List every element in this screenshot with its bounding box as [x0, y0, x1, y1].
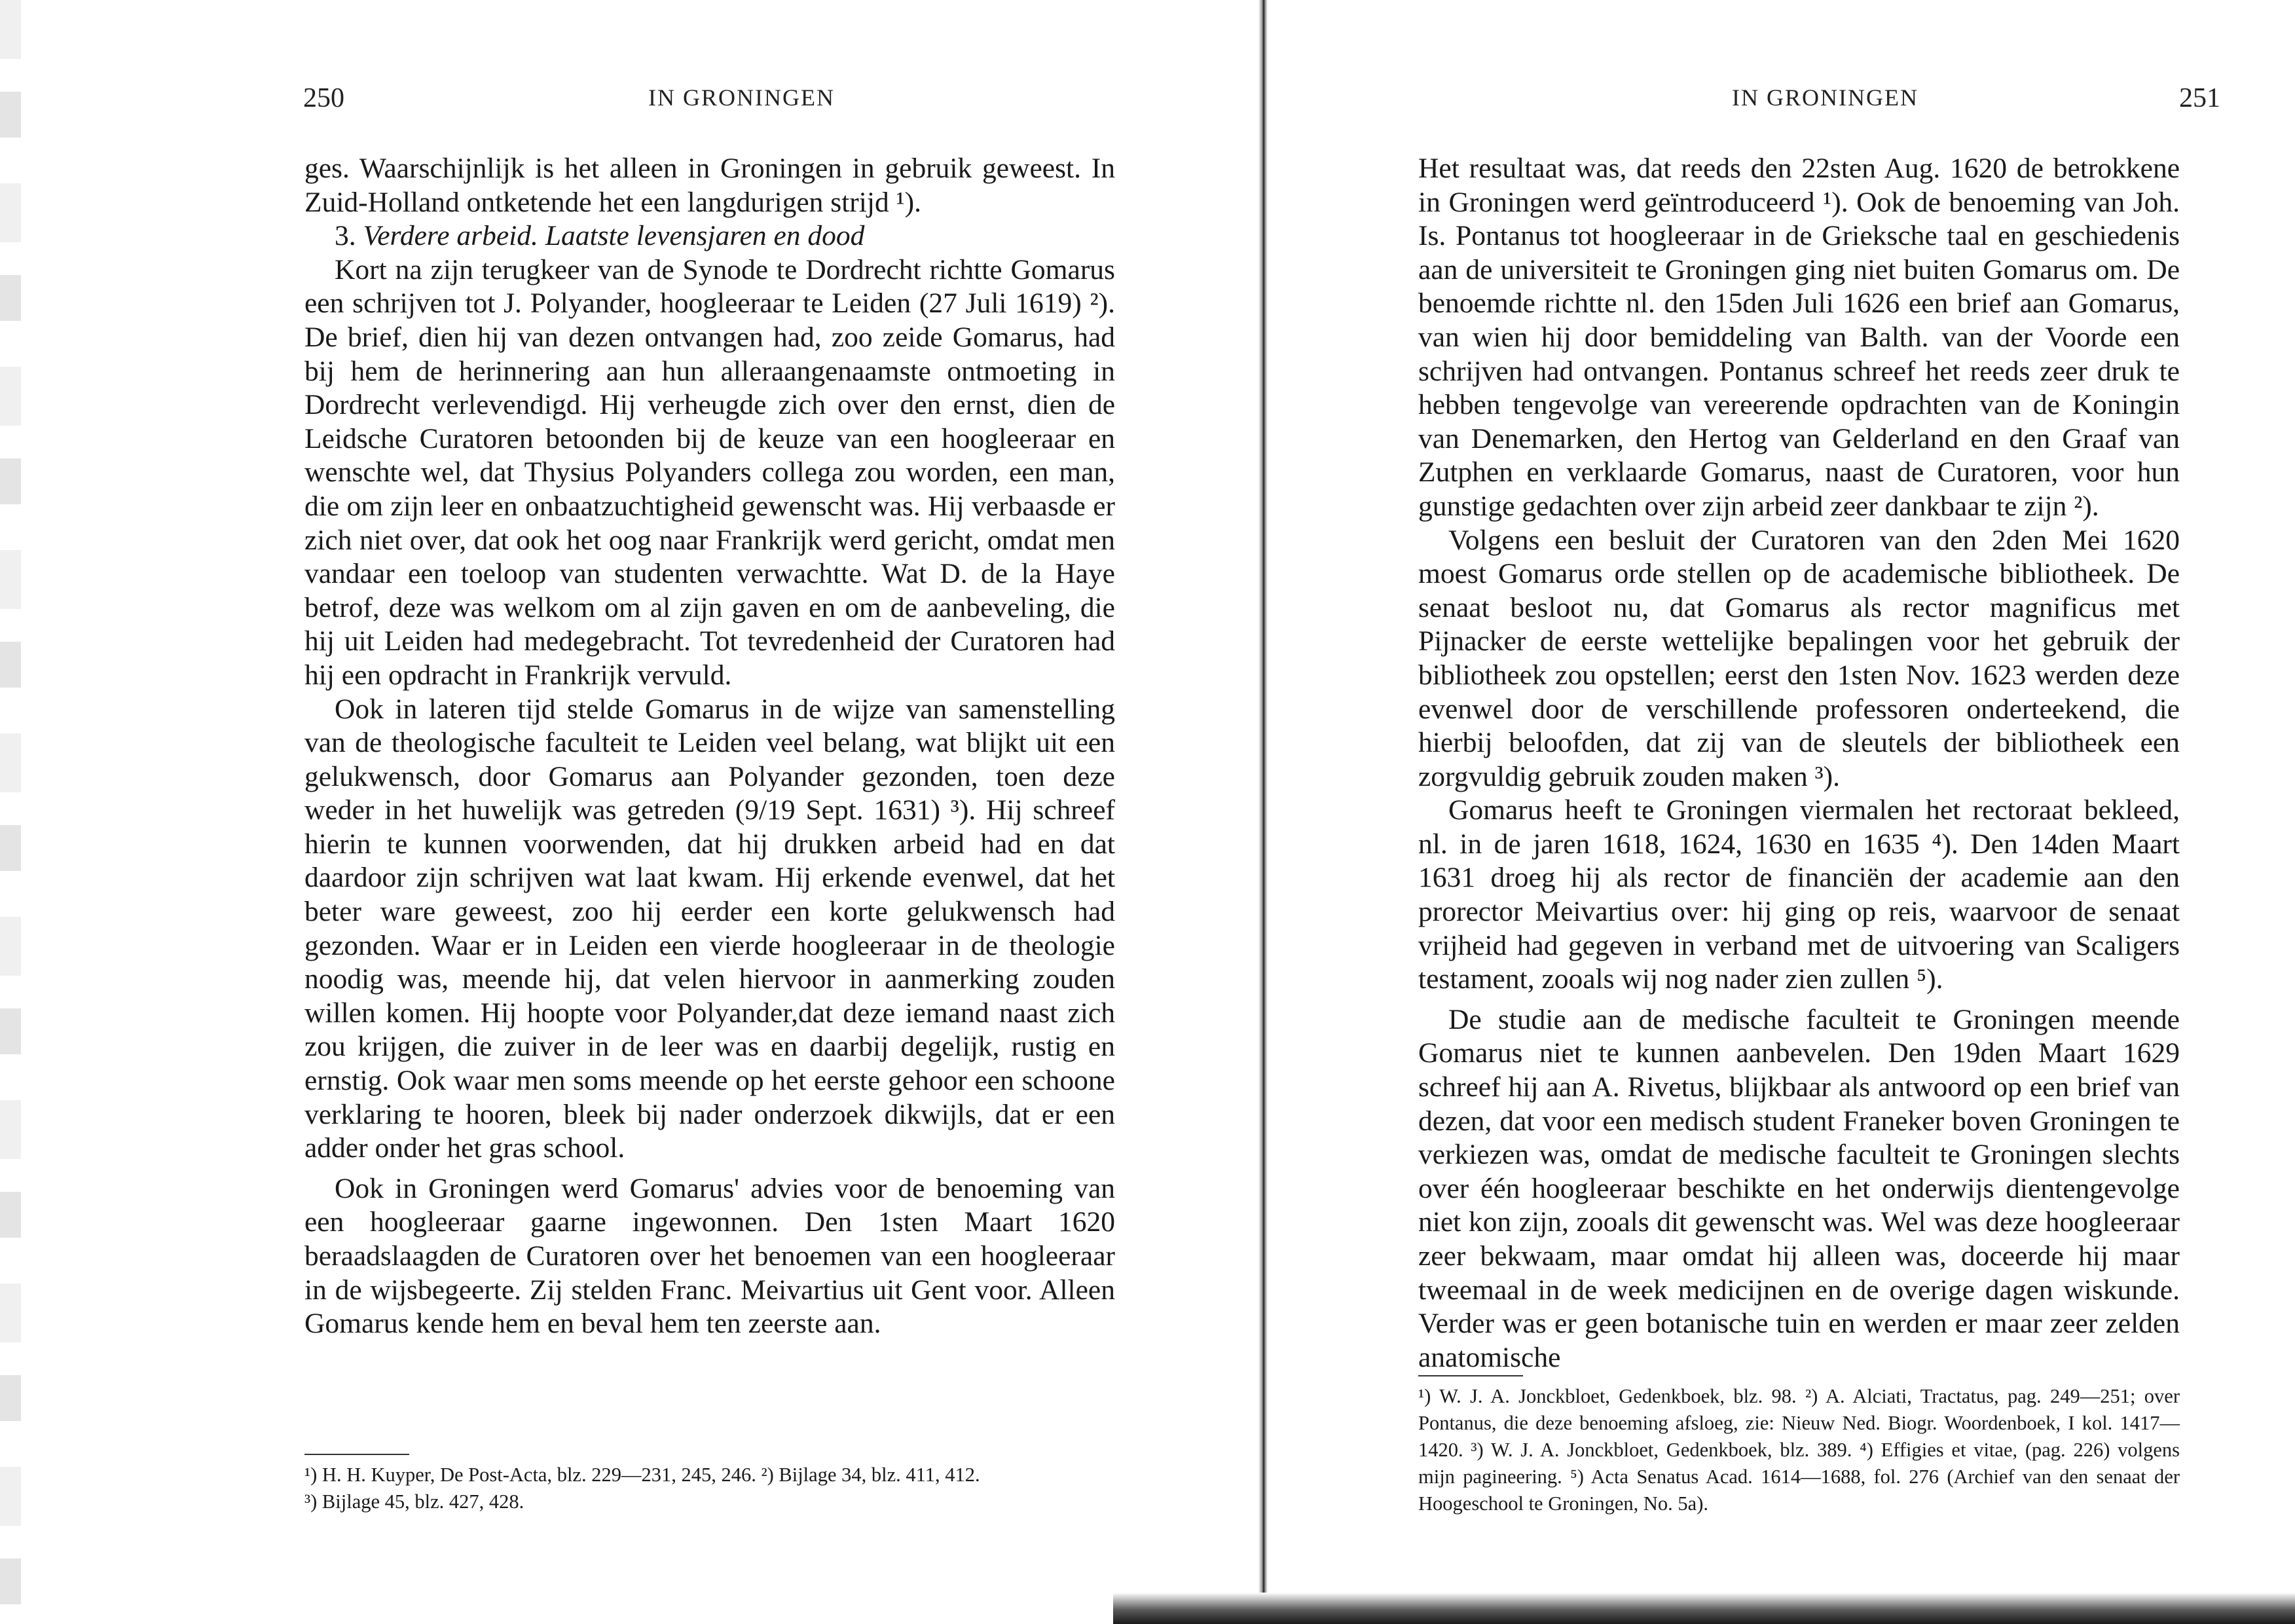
- bottom-page-edge: [1113, 1593, 2295, 1624]
- paragraph: Gomarus heeft te Groningen viermalen het rectoraat bekleed, nl. in de jaren 1618, 1624, 1630 en 1635 ⁴). Den 14den Maart 1631 droeg hij als rector de financiën der academie aan den prorector Meivartius over: hij ging op reis, waarvoor de senaat vrijheid had gegeven in verband met de uitvoering van Scaligers testament, zooals wij nog nader zien zullen ⁵).: [1418, 794, 2180, 995]
- right-page: [1264, 0, 2295, 1624]
- footnote-rule: [1418, 1375, 1523, 1376]
- footnotes: [1418, 1383, 2180, 1517]
- running-head: IN GRONINGEN: [1732, 84, 1919, 111]
- paragraph: Volgens een besluit der Curatoren van den 2den Mei 1620 moest Gomarus orde stellen op de academische bibliotheek. De senaat besloot nu, dat Gomarus als rector magnificus met Pijnacker de eerste wettelijke bepalingen voor het gebruik der bibliotheek zou opstellen; eerst den 1sten Nov. 1623 werden deze evenwel door de verschillende professoren onderteekend, die hierbij beloofden, dat zij van de sleutels der bibliotheek een zorgvuldig gebruik zouden maken ³).: [1418, 524, 2180, 792]
- paragraph: Kort na zijn terugkeer van de Synode te Dordrecht richtte Gomarus een schrijven tot J. Polyander, hoogleeraar te Leiden (27 Juli 1619) ²). De brief, dien hij van dezen ontvangen had, zoo zeide Gomarus, had bij hem de herinnering aan hun alleraangenaamste ontmoeting in Dordrecht verlevendigd. Hij verheugde zich over den ernst, dien de Leidsche Curatoren betoonden bij de keuze van een hoogleeraar en wenschte wel, dat Thysius Polyanders collega zou worden, een man, die om zijn leer en onbaatzuchtigheid gewenscht was. Hij verbaasde er zich niet over, dat ook het oog naar Frankrijk werd gericht, omdat men vandaar een toeloop van studenten verwachtte. Wat D. de la Haye betrof, deze was welkom om al zijn gaven en om de aanbeveling, die hij uit Leiden had medegebracht. Tot tevredenheid der Curatoren had hij een opdracht in Frankrijk vervuld.: [304, 253, 1115, 691]
- footnotes: [304, 1462, 1115, 1515]
- footnote: ³) Bijlage 45, blz. 427, 428.: [304, 1490, 524, 1513]
- page-number: 251: [2179, 83, 2220, 113]
- page-number: 250: [303, 83, 344, 113]
- paragraph: ges. Waarschijnlijk is het alleen in Groningen in gebruik geweest. In Zuid-Holland ontketende het een langdurigen strijd ¹).: [304, 153, 1115, 218]
- paragraph: Ook in lateren tijd stelde Gomarus in de wijze van samenstelling van de theologische faculteit te Leiden veel belang, wat blijkt uit een gelukwensch, door Gomarus aan Polyander gezonden, toen deze weder in het huwelijk was getreden (9/19 Sept. 1631) ³). Hij schreef hierin te kunnen voorwenden, dat hij drukken arbeid had en dat daardoor zijn schrijven wat laat kwam. Hij erkende evenwel, dat het beter ware geweest, zoo hij eerder een korte gelukwensch had gezonden. Waar er in Leiden een vierde hoogleeraar in de theologie noodig was, meende hij, dat velen hiervoor in aanmerking zouden willen komen. Hij hoopte voor Polyander,dat deze iemand naast zich zou krijgen, die zuiver in de leer was en daarbij degelijk, rustig en ernstig. Ook waar men soms meende op het eerste gehoor een schoone verklaring te hooren, bleek bij nader onderzoek dikwijls, dat er een adder onder het gras school.: [304, 693, 1115, 1164]
- paragraph: De studie aan de medische faculteit te Groningen meende Gomarus niet te kunnen aanbevelen. Den 19den Maart 1629 schreef hij aan A. Rivetus, blijkbaar als antwoord op een brief van dezen, dat voor een medisch student Franeker boven Groningen te verkiezen was, omdat de medische faculteit te Groningen slechts over één hoogleeraar beschikte en het onderwijs dientengevolge niet kon zijn, zooals dit gewenscht was. Wel was deze hoogleeraar zeer bekwaam, maar omdat hij alleen was, doceerde hij maar tweemaal in de week medicijnen en de overige dagen wiskunde. Verder was er geen botanische tuin en werden er maar zeer zelden anatomische: [1418, 1003, 2180, 1373]
- section-heading: [304, 219, 1115, 253]
- running-head: IN GRONINGEN: [648, 84, 835, 111]
- body-text: [304, 152, 1115, 1341]
- footnote-rule: [304, 1454, 409, 1455]
- section-heading-title: Verdere arbeid. Laatste levensjaren en dood: [363, 220, 865, 252]
- body-text: [1418, 152, 2180, 1375]
- section-heading-number: 3.: [335, 220, 356, 252]
- paragraph: Ook in Groningen werd Gomarus' advies voor de benoeming van een hoogleeraar gaarne ingewonnen. Den 1sten Maart 1620 beraadslaagden de Curatoren over het benoemen van een hoogleeraar in de wijsbegeerte. Zij stelden Franc. Meivartius uit Gent voor. Alleen Gomarus kende hem en beval hem ten zeerste aan.: [304, 1172, 1115, 1340]
- footnote: ¹) H. H. Kuyper, De Post-Acta, blz. 229—231, 245, 246. ²) Bijlage 34, blz. 411, 412.: [304, 1464, 980, 1486]
- paragraph: Het resultaat was, dat reeds den 22sten Aug. 1620 de betrokkene in Groningen werd geïntroduceerd ¹). Ook de benoeming van Joh. Is. Pontanus tot hoogleeraar in de Grieksche taal en geschiedenis aan de universiteit te Groningen ging niet buiten Gomarus om. De benoemde richtte nl. den 15den Juli 1626 een brief aan Gomarus, van wien hij door bemiddeling van Balth. van der Voorde een schrijven had ontvangen. Pontanus schreef het reeds zeer druk te hebben tengevolge van vereerende opdrachten van de Koningin van Denemarken, den Hertog van Gelderland en den Graaf van Zutphen en verklaarde Gomarus, naast de Curatoren, voor hun gunstige gedachten over zijn arbeid zeer dankbaar te zijn ²).: [1418, 153, 2180, 522]
- footnote: ¹) W. J. A. Jonckbloet, Gedenkboek, blz. 98. ²) A. Alciati, Tractatus, pag. 249—251; over Pontanus, die deze benoeming afsloeg, zie: Nieuw Ned. Biogr. Woordenboek, I kol. 1417—1420. ³) W. J. A. Jonckbloet, Gedenkboek, blz. 389. ⁴) Effigies et vitae, (pag. 226) volgens mijn pagineering. ⁵) Acta Senatus Acad. 1614—1688, fol. 276 (Archief van den senaat der Hoogeschool te Groningen, No. 5a).: [1418, 1385, 2180, 1515]
